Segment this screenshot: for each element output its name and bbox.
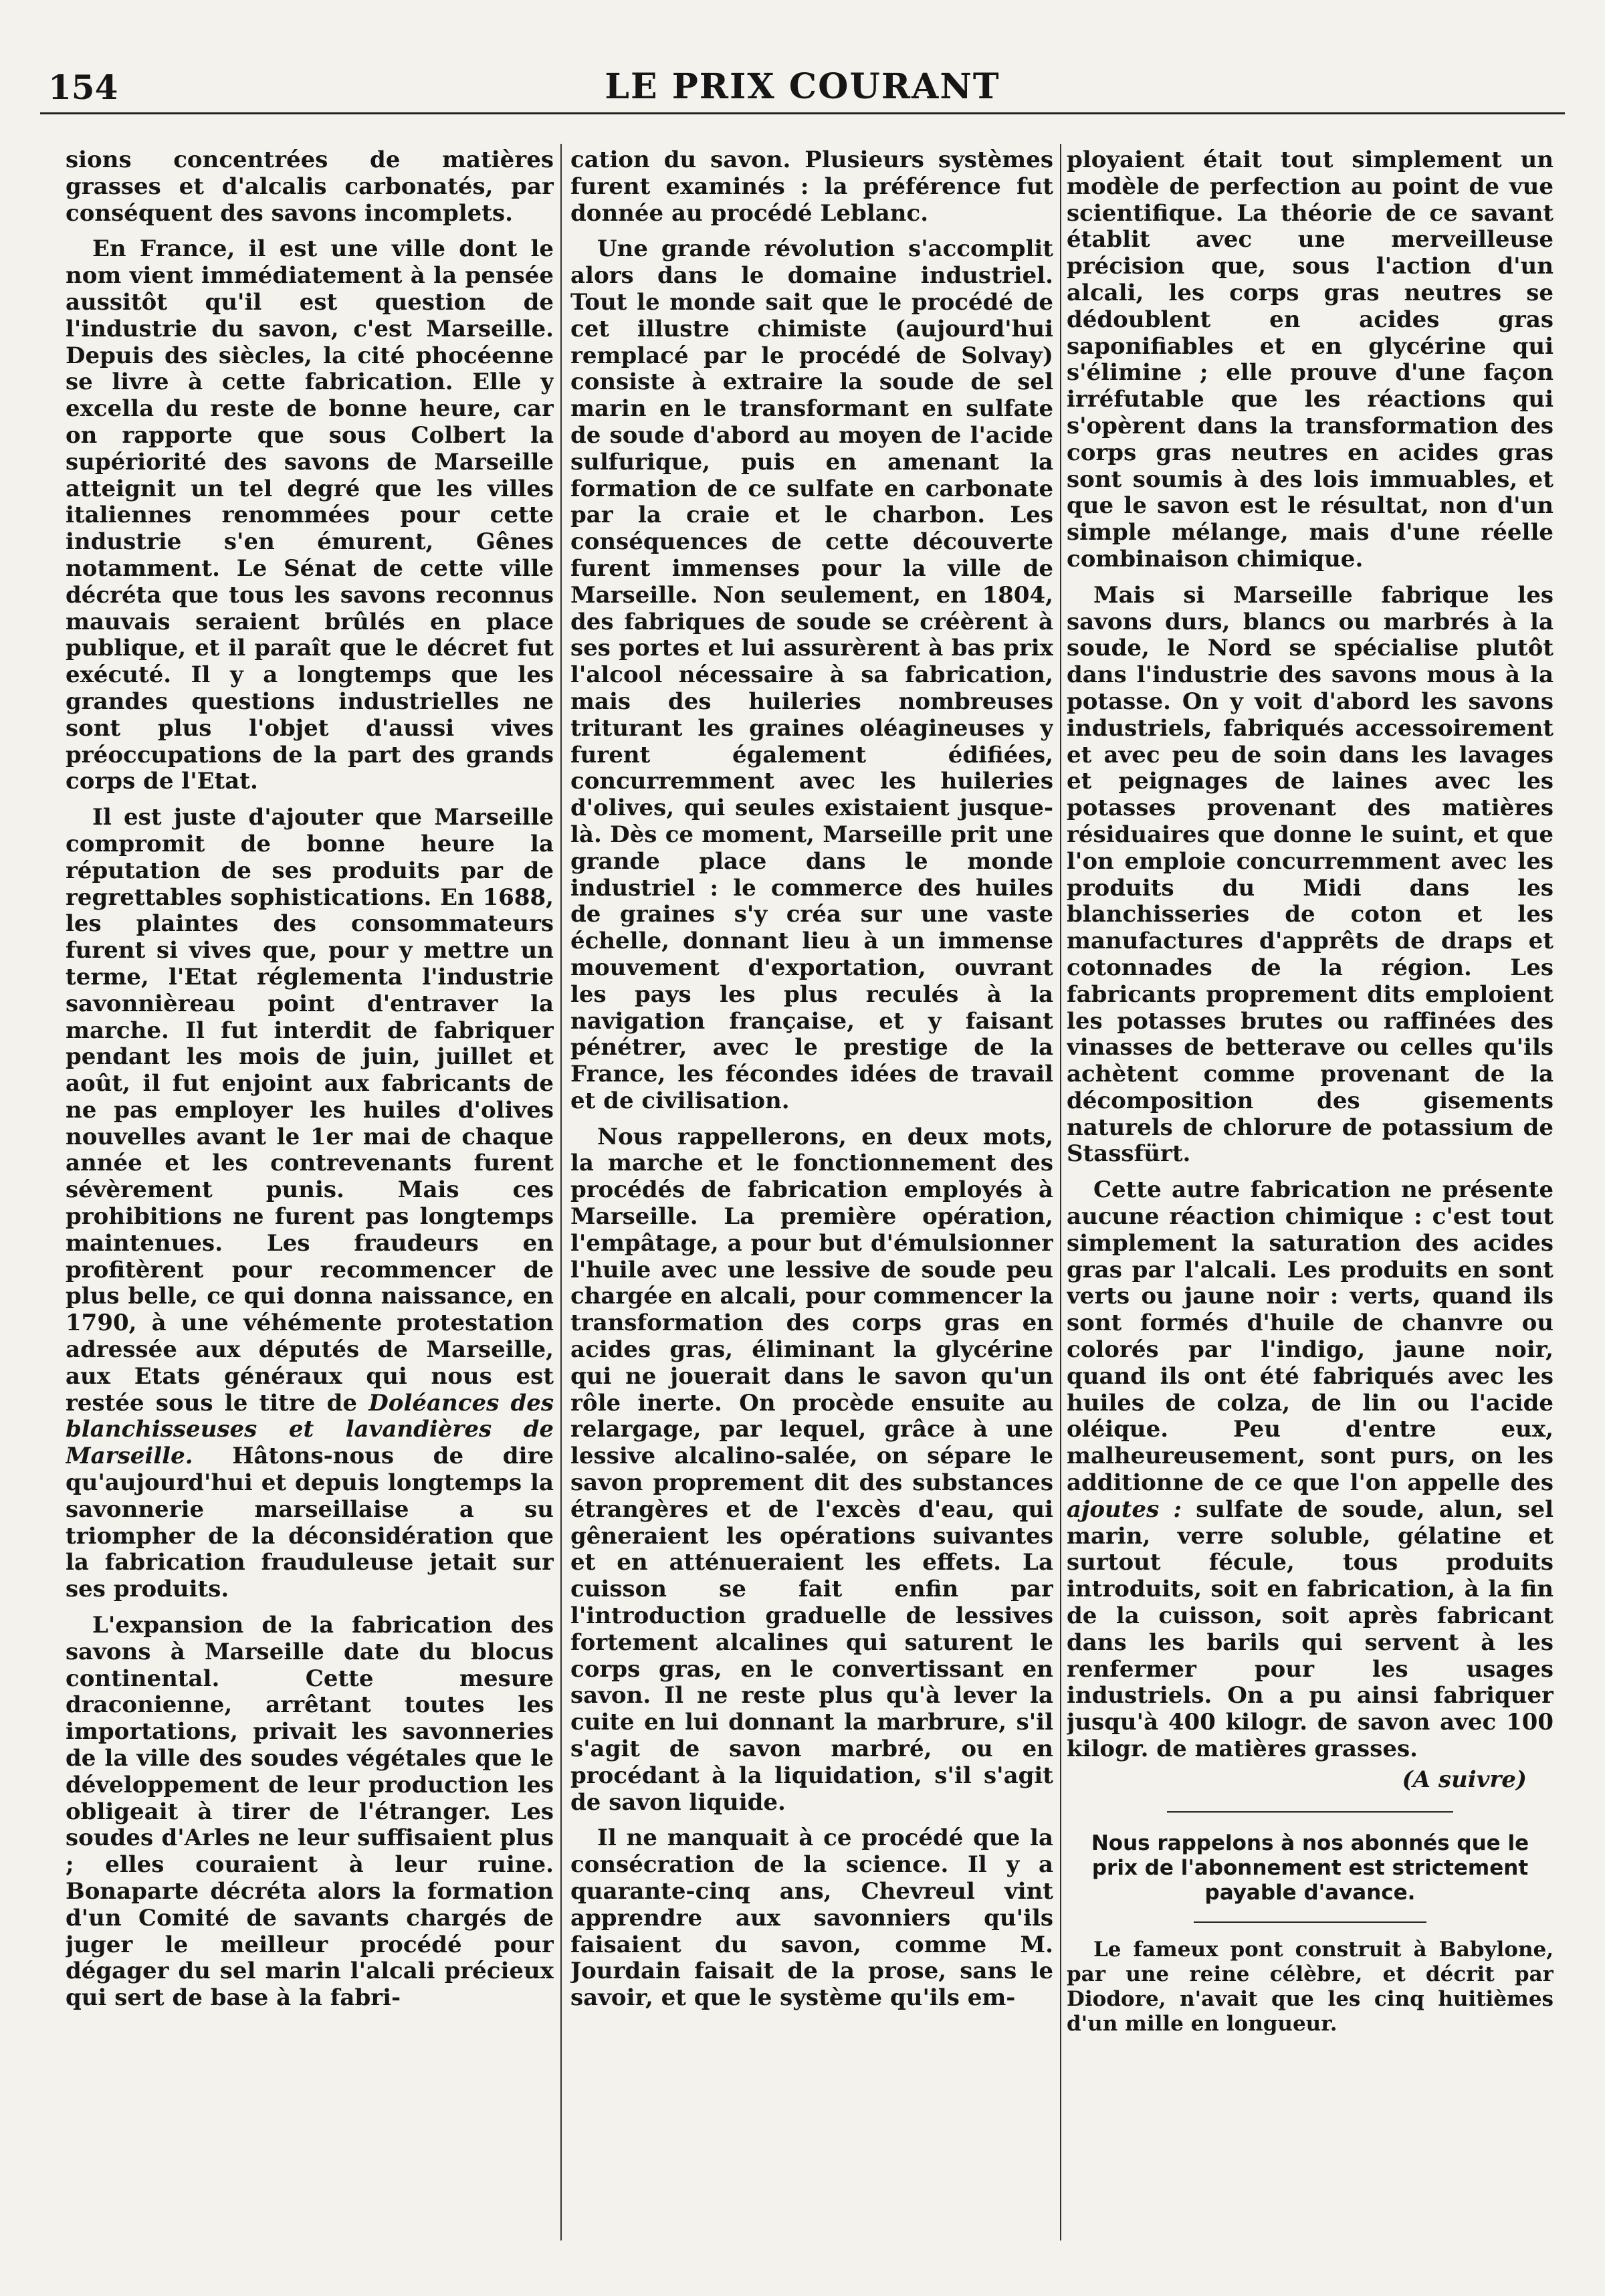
paragraph: sions concentrées de matières grasses et d'alcalis carbonatés, par conséquent des savons incomplets. (66, 147, 554, 227)
page-header (40, 64, 1565, 117)
column-1 (66, 147, 554, 2240)
running-title: LE PRIX COURANT (605, 66, 1000, 107)
short-rule (1194, 1921, 1426, 1923)
paragraph: Mais si Marseille fabrique les savons durs, blancs ou marbrés à la soude, le Nord se spécialise plutôt dans l'industrie des savons mous à la potasse. On y voit d'abord les savons industriels, fabriqués accessoirement et avec peu de soin dans les lavages et peignages de laines avec les potasses provenant des matières résiduaires que donne le suint, et que l'on emploie concurremment avec les produits du Midi dans les blanchisseries de coton et les manufactures d'apprêts de draps et cotonnades de la région. Les fabricants proprement dits emploient les potasses brutes ou raffinées des vinasses de betterave ou celles qu'ils achètent comme provenant de la décomposition des gisements naturels de chlorure de potassium de Stassfürt. (1067, 581, 1554, 1168)
paragraph (66, 805, 554, 1603)
paragraph-text: Hâtons-nous de dire qu'aujourd'hui et depuis longtemps la savonnerie marseillaise a su triompher de la déconsidération que la fabrication frauduleuse jetait sur ses produits. (66, 1443, 554, 1603)
continued-note: (A suivre) (1402, 1766, 1527, 1793)
italic-term: ajoutes : (1067, 1495, 1182, 1523)
italic-title: Doléances des blanchisseuses et lavandières de Marseille. (66, 1389, 554, 1470)
paragraph-text: Cette autre fabrication ne présente aucune réaction chimique : c'est tout simplement la saturation des acides gras par l'alcali. Les produits en sont verts ou jaune noir : verts, quand ils sont formés d'huile de chanvre ou colorés par l'indigo, jaune noir, quand ils ont été fabriqués avec les huiles de colza, de lin ou l'acide oléique. Peu d'entre eux, malheureusement, sont purs, on les additionne de ce que l'on appelle des (1067, 1176, 1554, 1497)
column-rule (1060, 144, 1061, 2240)
paragraph: Nous rappellerons, en deux mots, la marche et le fonctionnement des procédés de fabrication employés à Marseille. La première opération, l'empâtage, a pour but d'émulsionner l'huile avec une lessive de soude peu chargée en alcali, pour commencer la transformation des corps gras en acides gras, éliminant la glycérine qui ne jouerait dans le savon qu'un rôle inerte. On procède ensuite au relargage, par lequel, grâce à une lessive alcalino-salée, on sépare le savon proprement dit des substances étrangères et de l'excès d'eau, qui gêneraient les opérations suivantes et en atténueraient les effets. La cuisson se fait enfin par l'introduction graduelle de lessives fortement alcalines qui saturent le corps gras, en le convertissant en savon. Il ne reste plus qu'à lever la cuite en lui donnant la marbrure, s'il s'agit de savon marbré, ou en procédant à la liquidation, s'il s'agit de savon liquide. (570, 1123, 1053, 1816)
page-number: 154 (48, 68, 118, 107)
subscription-notice: Nous rappelons à nos abonnés que le prix de l'abonnement est strictement payable d'avance. (1091, 1831, 1529, 1905)
paragraph: Une grande révolution s'accomplit alors dans le domaine industriel. Tout le monde sait que le procédé de cet illustre chimiste (aujourd'hui remplacé par le procédé de Solvay) consiste à extraire la soude de sel marin en le transformant en sulfate de soude d'abord au moyen de l'acide sulfurique, puis en amenant la formation de ce sulfate en carbonate par la craie et le charbon. Les conséquences de cette découverte furent immenses pour la ville de Marseille. Non seulement, en 1804, des fabriques de soude se créèrent à ses portes et lui assurèrent à bas prix l'alcool nécessaire à sa fabrication, mais des huileries nombreuses triturant les graines oléagineuses y furent également édifiées, concurremment avec les huileries d'olives, qui seules existaient jusque-là. Dès ce moment, Marseille prit une grande place dans le monde industriel : le commerce des huiles de graines s'y créa sur une vaste échelle, donnant lieu à un immense mouvement d'exportation, ouvrant les pays les plus reculés à la navigation française, et y faisant pénétrer, avec le prestige de la France, les fécondes idées de travail et de civilisation. (570, 235, 1053, 1114)
paragraph: L'expansion de la fabrication des savons à Marseille date du blocus continental. Cette mesure draconienne, arrêtant toutes les importations, privait les savonneries de la ville des soudes végétales que le développement de leur production les obligeait à tirer de l'étranger. Les soudes d'Arles ne leur suffisaient plus ; elles couraient à leur ruine. Bonaparte décréta alors la formation d'un Comité de savants chargés de juger le meilleur procédé pour dégager du sel marin l'alcali précieux qui sert de base à la fabri- (66, 1612, 554, 2012)
paragraph: En France, il est une ville dont le nom vient immédiatement à la pensée aussitôt qu'il est question de l'industrie du savon, c'est Marseille. Depuis des siècles, la cité phocéenne se livre à cette fabrication. Elle y excella du reste de bonne heure, car on rapporte que sous Colbert la supériorité des savons de Marseille atteignit un tel degré que les villes italiennes renommées pour cette industrie s'en émurent, Gênes notamment. Le Sénat de cette ville décréta que tous les savons reconnus mauvais seraient brûlés en place publique, et il paraît que le décret fut exécuté. Il y a longtemps que les grandes questions industrielles ne sont plus l'objet d'aussi vives préoccupations de la part des grands corps de l'Etat. (66, 235, 554, 795)
column-3 (1067, 147, 1554, 2240)
paragraph-text: Il est juste d'ajouter que Marseille compromit de bonne heure la réputation de ses produits par de regrettables sophistications. En 1688, les plaintes des consommateurs furent si vives que, pour y mettre un terme, l'Etat réglementa l'industrie savonnièreau point d'entraver la marche. Il fut interdit de fabriquer pendant les mois de juin, juillet et août, il fut enjoint aux fabricants de ne pas employer les huiles d'olives nouvelles avant le 1er mai de chaque année et les contrevenants furent sévèrement punis. Mais ces prohibitions ne furent pas longtemps maintenues. Les fraudeurs en profitèrent pour recommencer de plus belle, ce qui donna naissance, en 1790, à une véhémente protestation adressée aux députés de Marseille, aux Etats généraux qui nous est restée sous le titre de (66, 804, 554, 1417)
paragraph: cation du savon. Plusieurs systèmes furent examinés : la préférence fut donnée au procédé Leblanc. (570, 147, 1053, 227)
paragraph-text: sulfate de soude, alun, sel marin, verre soluble, gélatine et surtout fécule, tous produits introduits, soit en fabrication, à la fin de la cuisson, soit après fabricant dans les barils qui servent à les renfermer pour les usages industriels. On a pu ainsi fabriquer jusqu'à 400 kilogr. de savon avec 100 kilogr. de matières grasses. (1067, 1495, 1554, 1763)
header-rule (40, 112, 1565, 114)
paragraph: Il ne manquait à ce procédé que la consécration de la science. Il y a quarante-cinq ans, Chevreul vint apprendre aux savonniers qu'ils faisaient du savon, comme M. Jourdain faisait de la prose, sans le savoir, et que le système qu'ils em- (570, 1824, 1053, 2012)
fact-paragraph: Le fameux pont construit à Babylone, par une reine célèbre, et décrit par Diodore, n'avait que les cinq huitièmes d'un mille en longueur. (1067, 1937, 1554, 2036)
column-2 (570, 147, 1053, 2240)
paragraph (1067, 1177, 1554, 1763)
decorative-rule (1167, 1811, 1453, 1815)
paragraph: ployaient était tout simplement un modèle de perfection au point de vue scientifique. La théorie de ce savant établit avec une merveilleuse précision que, sous l'action d'un alcali, les corps gras neutres se dédoublent en acides gras saponifiables et en glycérine qui s'élimine ; elle prouve d'une façon irréfutable que les réactions qui s'opèrent dans la transformation des corps gras neutres en acides gras sont soumis à des lois immuables, et que le savon est le résultat, non d'un simple mélange, mais d'une réelle combinaison chimique. (1067, 147, 1554, 572)
column-rule (560, 144, 562, 2240)
